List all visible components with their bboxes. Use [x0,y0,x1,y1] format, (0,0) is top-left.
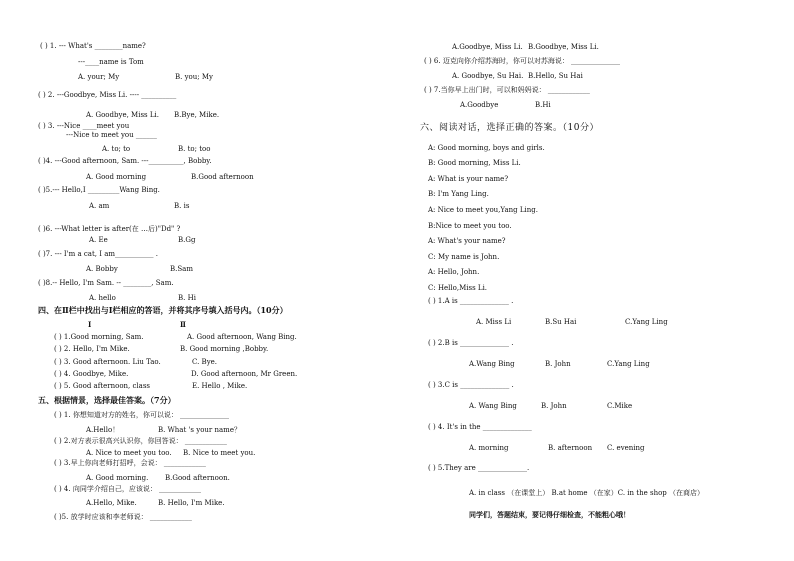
s5-q4-option-a: A.Hello, Mike. [86,499,137,507]
q3-option-b: B. to; too [178,145,211,153]
s5-q4-stem: ( ) 4. 向同学介绍自己，应该说： ____________ [54,485,202,493]
s6-q4-stem: ( ) 4. It's in the ______________ [428,423,532,431]
s4-row2-right: B. Good morning ,Bobby. [180,345,269,353]
section4-col1-header: Ⅰ [88,320,92,329]
s5-q5-option-b: B.Goodbye, Miss Li. [528,43,599,51]
s5-q6-stem: ( ) 6. 迈克向你介绍苏海时，你可以对苏海说： ______________ [424,57,621,65]
section4-title: 四、在Ⅱ栏中找出与Ⅰ栏相应的答语，并将其序号填入括号内。（10分） [38,305,288,315]
s5-q7-stem: ( ) 7.当你早上出门时，可以和妈妈说： ____________ [424,86,590,94]
dialog-line: A: Good morning, boys and girls. [428,144,545,152]
s4-row2-left: ( ) 2. Hello, I'm Mike. [54,345,130,353]
s6-q2-option-a: A.Wang Bing [469,360,515,368]
dialog-line: A: What is your name? [428,175,509,183]
q1-stem: ( ) 1. --- What's ________name? [40,42,146,50]
s6-q1-option-b: B.Su Hai [545,318,577,326]
q4-option-b: B.Good afternoon [191,173,254,181]
q6-option-b: B.Gg [178,236,196,244]
q1-option-b: B. you; My [175,73,213,81]
q6-stem: ( )6. ---What letter is after(在 …后)"Dd" ? [38,225,181,233]
q7-stem: ( )7. --- I'm a cat, I am___________ . [38,250,158,258]
q4-option-a: A. Good morning [86,173,147,181]
q4-stem: ( )4. ---Good afternoon, Sam. ---__________, Bobby. [38,157,212,165]
s5-q5-stem: ( )5. 放学时应该和李老师说： ____________ [54,513,192,521]
s4-row5-left: ( ) 5. Good afternoon, class [54,382,151,390]
s6-q1-stem: ( ) 1.A is ______________ . [428,297,514,305]
s4-row4-right: D. Good afternoon, Mr Green. [191,370,298,378]
dialog-line: A: Nice to meet you,Yang Ling. [428,206,538,214]
q8-option-a: A. hello [89,294,116,302]
s5-q4-option-b: B. Hello, I'm Mike. [158,499,225,507]
s5-q1-option-a: A.Hello！ [86,426,120,434]
s6-q2-stem: ( ) 2.B is ______________ . [428,339,514,347]
s5-q2-stem: ( ) 2.对方表示很高兴认识你，你回答说： ____________ [54,437,227,445]
dialog-line: A: What's your name? [428,237,506,245]
s5-q7-option-a: A.Goodbye [460,101,499,109]
s6-q4-option-b: B. afternoon [548,444,593,452]
s5-q6-option-a: A. Goodbye, Su Hai. [452,72,524,80]
s6-q1-option-c: C.Yang Ling [625,318,668,326]
q6-option-a: A. Ee [89,236,108,244]
dialog-line: B: I'm Yang Ling. [428,190,489,198]
s5-q6-option-b: B.Hello, Su Hai [528,72,583,80]
s4-row5-right: E. Hello , Mike. [192,382,248,390]
footer-note: 同学们，答题结束，要记得仔细检查，不能粗心哦！ [469,510,630,519]
dialog-line: A: Hello, John. [428,268,480,276]
s6-q4-option-c: C. evening [607,444,645,452]
s6-q2-option-b: B. John [545,360,571,368]
q3-option-a: A. to; to [102,145,131,153]
q3-stem: ( ) 3. ---Nice ____meet you [38,122,130,130]
dialog-line: B: Good morning, Miss Li. [428,159,521,167]
s5-q3-option-a: A. Good morning. [86,474,149,482]
q2-stem: ( ) 2. ---Goodbye, Miss Li. ---- __________ [38,91,177,99]
s6-q1-option-a: A. Miss Li [476,318,512,326]
s6-q2-option-c: C.Yang Ling [607,360,650,368]
s4-row1-left: ( ) 1.Good morning, Sam. [54,333,144,341]
q3-line2: ---Nice to meet you ______ [66,131,157,139]
s5-q2-option-a: A. Nice to meet you too. [86,449,172,457]
s6-q5-stem: ( ) 5.They are ______________. [428,464,530,472]
dialog-line: C: Hello,Miss Li. [428,284,488,292]
s4-row3-right: C. Bye. [192,358,218,366]
q8-stem: ( )8.-- Hello, I'm Sam. -- ________, Sam. [38,279,174,287]
q7-option-a: A. Bobby [86,265,118,273]
q2-option-a: A. Goodbye, Miss Li. [86,111,159,119]
s5-q3-stem: ( ) 3.早上你向老师打招呼，会说： ____________ [54,459,206,467]
s6-q3-option-c: C.Mike [607,402,633,410]
s4-row3-left: ( ) 3. Good afternoon. Liu Tao. [54,358,161,366]
s5-q1-option-b: B. What 's your name？ [158,426,241,434]
q5-stem: ( )5.--- Hello,I _________Wang Bing. [38,186,160,194]
s6-q3-stem: ( ) 3.C is ______________ . [428,381,514,389]
s5-q3-option-b: B.Good afternoon. [165,474,230,482]
q5-option-b: B. is [174,202,190,210]
q2-option-b: B.Bye, Mike. [174,111,220,119]
s5-q2-option-b: B. Nice to meet you. [183,449,256,457]
q7-option-b: B.Sam [170,265,193,273]
s6-q4-option-a: A. morning [469,444,509,452]
s5-q1-stem: ( ) 1. 你想知道对方的姓名，你可以说： ______________ [54,411,230,419]
section4-col2-header: Ⅱ [180,320,186,329]
q5-option-a: A. am [89,202,110,210]
q1-option-a: A. your; My [78,73,120,81]
q1-line2: ---____name is Tom [78,58,144,66]
q8-option-b: B. Hi [178,294,196,302]
s6-q3-option-a: A. Wang Bing [469,402,517,410]
s4-row1-right: A. Good afternoon, Wang Bing. [187,333,297,341]
section5-title: 五、根据情景，选择最佳答案。（7分） [38,395,176,405]
s4-row4-left: ( ) 4. Goodbye, Mike. [54,370,129,378]
s5-q7-option-b: B.Hi [535,101,551,109]
s5-q5-option-a: A.Goodbye, Miss Li. [452,43,523,51]
section6-title: 六、阅读对话，选择正确的答案。（10分） [420,123,599,133]
dialog-line: B:Nice to meet you too. [428,222,512,230]
s6-q5-options: A. in class （在课堂上） B.at home （在家）C. in the shop （在商店） [469,489,704,497]
s6-q3-option-b: B. John [541,402,567,410]
dialog-line: C: My name is John. [428,253,500,261]
